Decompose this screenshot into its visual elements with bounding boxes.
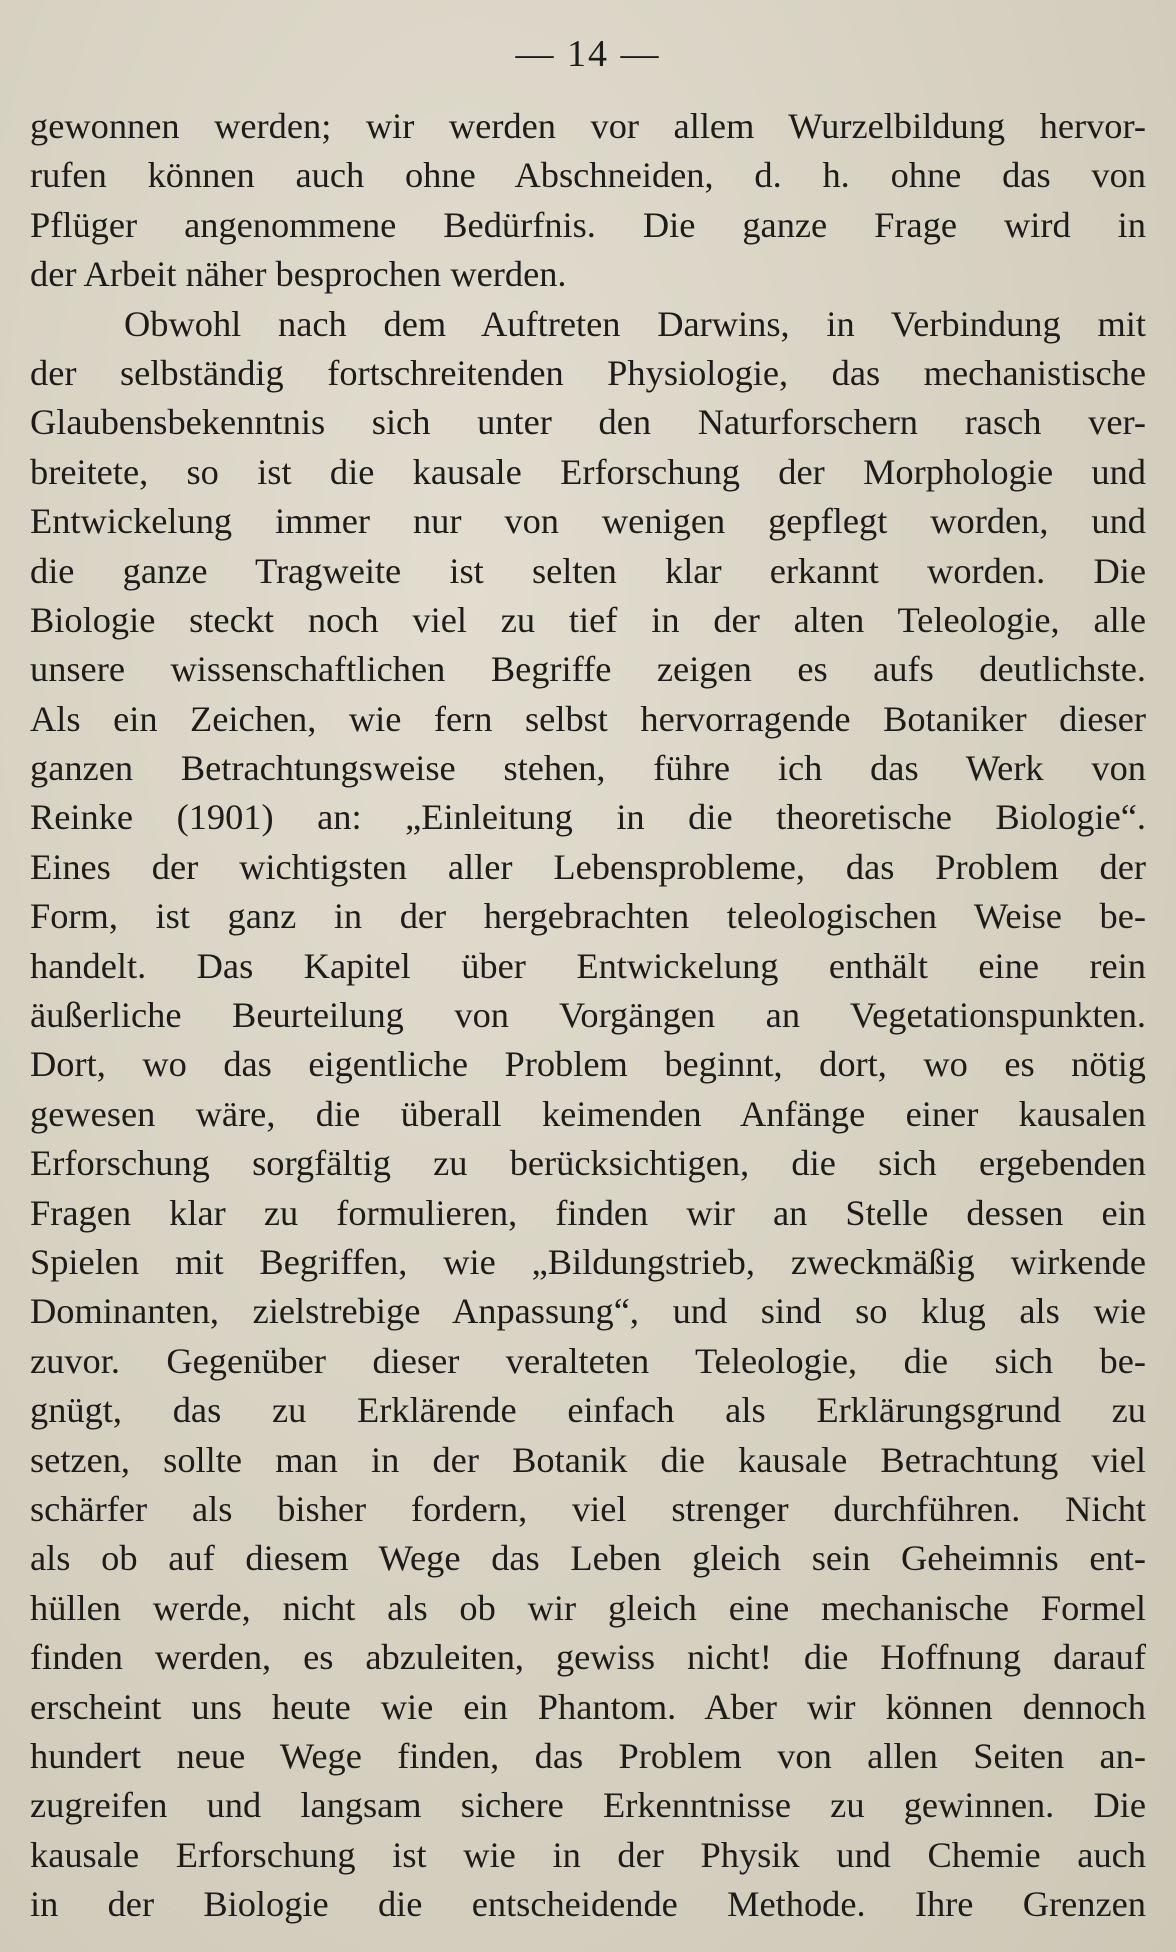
paragraph-start-line: Obwohl nach dem Auftreten Darwins, in Verbindung mit bbox=[124, 303, 1146, 344]
text-line: in der Biologie die entscheidende Methode. Ihre Grenzen bbox=[30, 1884, 1146, 1925]
text-line: Erforschung sorgfältig zu berücksichtigen, die sich ergebenden bbox=[30, 1143, 1146, 1184]
text-line: Spielen mit Begriffen, wie „Bildungstrieb, zweckmäßig wirkende bbox=[30, 1241, 1146, 1282]
text-line: unsere wissenschaftlichen Begriffe zeigen es aufs deutlichste. bbox=[30, 649, 1146, 690]
text-line: Pflüger angenommene Bedürfnis. Die ganze Frage wird in bbox=[30, 204, 1146, 245]
text-line: ganzen Betrachtungsweise stehen, führe ich das Werk von bbox=[30, 748, 1146, 789]
text-line: zuvor. Gegenüber dieser veralteten Teleologie, die sich be- bbox=[30, 1340, 1146, 1381]
text-line: der Arbeit näher besprochen werden. bbox=[30, 254, 567, 295]
text-line: Entwickelung immer nur von wenigen gepflegt worden, und bbox=[30, 501, 1146, 542]
text-line: Form, ist ganz in der hergebrachten teleologischen Weise be- bbox=[30, 896, 1146, 937]
page-number: — 14 — bbox=[515, 33, 661, 75]
text-line: Fragen klar zu formulieren, finden wir an Stelle dessen ein bbox=[30, 1192, 1146, 1233]
text-line: zugreifen und langsam sichere Erkenntnisse zu gewinnen. Die bbox=[30, 1785, 1146, 1826]
text-line: Dort, wo das eigentliche Problem beginnt, dort, wo es nötig bbox=[30, 1044, 1146, 1085]
text-line: als ob auf diesem Wege das Leben gleich sein Geheimnis ent- bbox=[30, 1538, 1146, 1579]
text-line: finden werden, es abzuleiten, gewiss nicht! die Hoffnung darauf bbox=[30, 1637, 1146, 1678]
text-line: hüllen werde, nicht als ob wir gleich eine mechanische Formel bbox=[30, 1587, 1146, 1628]
text-line: rufen können auch ohne Abschneiden, d. h. ohne das von bbox=[30, 155, 1146, 196]
text-line: Biologie steckt noch viel zu tief in der alten Teleologie, alle bbox=[30, 599, 1146, 640]
text-line: kausale Erforschung ist wie in der Physik und Chemie auch bbox=[30, 1834, 1146, 1875]
text-line: setzen, sollte man in der Botanik die kausale Betrachtung viel bbox=[30, 1439, 1146, 1480]
text-line: gewonnen werden; wir werden vor allem Wurzelbildung hervor- bbox=[30, 106, 1146, 146]
text-line: die ganze Tragweite ist selten klar erkannt worden. Die bbox=[30, 550, 1146, 591]
text-line: Dominanten, zielstrebige Anpassung“, und sind so klug als wie bbox=[30, 1291, 1146, 1332]
text-line: gnügt, das zu Erklärende einfach als Erklärungsgrund zu bbox=[30, 1390, 1146, 1431]
text-line: Als ein Zeichen, wie fern selbst hervorragende Botaniker dieser bbox=[30, 698, 1146, 739]
text-line: breitete, so ist die kausale Erforschung der Morphologie und bbox=[30, 451, 1146, 492]
text-line: schärfer als bisher fordern, viel strenger durchführen. Nicht bbox=[30, 1488, 1146, 1529]
text-line: Reinke (1901) an: „Einleitung in die theoretische Biologie“. bbox=[30, 797, 1146, 838]
text-line: Glaubensbekenntnis sich unter den Naturforschern rasch ver- bbox=[30, 402, 1146, 443]
text-line: gewesen wäre, die überall keimenden Anfänge einer kausalen bbox=[30, 1093, 1146, 1134]
text-line: der selbständig fortschreitenden Physiologie, das mechanistische bbox=[30, 352, 1146, 393]
body-text bbox=[30, 102, 1146, 1929]
text-line: hundert neue Wege finden, das Problem von allen Seiten an- bbox=[30, 1735, 1146, 1776]
text-line: äußerliche Beurteilung von Vorgängen an Vegetationspunkten. bbox=[30, 995, 1146, 1036]
text-line: Eines der wichtigsten aller Lebensprobleme, das Problem der bbox=[30, 846, 1146, 887]
text-line: erscheint uns heute wie ein Phantom. Aber wir können dennoch bbox=[30, 1686, 1146, 1727]
text-line: handelt. Das Kapitel über Entwickelung enthält eine rein bbox=[30, 945, 1146, 986]
